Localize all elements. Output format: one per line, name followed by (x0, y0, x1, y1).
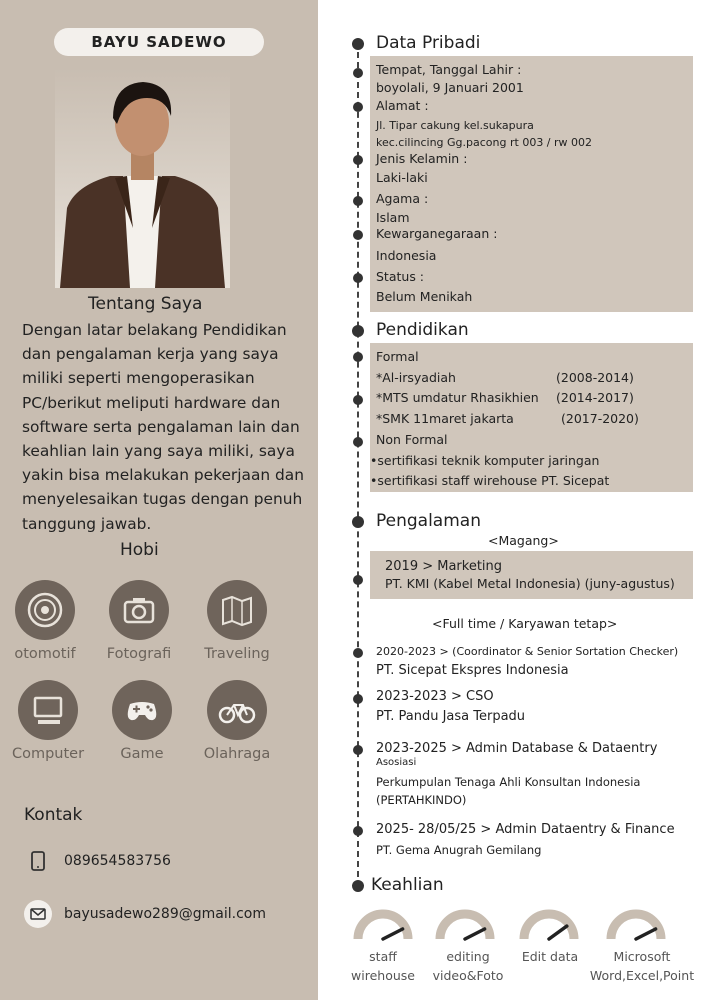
about-title: Tentang Saya (88, 294, 203, 314)
skill-label-line: Edit data (521, 949, 579, 964)
status-value: Belum Menikah (376, 289, 473, 304)
hobby-label: otomotif (14, 646, 76, 662)
sidebar (0, 0, 318, 1000)
bicycle-icon (207, 680, 267, 740)
skill-label-line: Word,Excel,Point (589, 968, 695, 983)
skill-label-line: Microsoft (613, 949, 671, 964)
timeline-dot (353, 575, 363, 585)
hobby-olahraga (187, 680, 287, 762)
job-role: 2025- 28/05/25 > Admin Dataentry & Finance (376, 822, 675, 837)
job-company: Perkumpulan Tenaga Ahli Konsultan Indonesia (376, 775, 641, 789)
address-line1: Jl. Tipar cakung kel.sukapura (376, 119, 534, 132)
experience-title: Pengalaman (376, 511, 481, 531)
timeline-dot (353, 694, 363, 704)
timeline-dot (353, 273, 363, 283)
timeline-dot (353, 745, 363, 755)
map-icon (207, 580, 267, 640)
hobby-label: Game (120, 746, 164, 762)
gender-value: Laki-laki (376, 170, 428, 185)
email-address[interactable]: bayusadewo289@gmail.com (64, 906, 266, 922)
birth-label: Tempat, Tanggal Lahir : (376, 62, 522, 77)
timeline-dot (352, 325, 364, 337)
hobby-label: Olahraga (203, 746, 271, 762)
timeline-dot (353, 230, 363, 240)
hobby-traveling (187, 580, 287, 662)
job-subtitle: Asosiasi (376, 757, 417, 768)
timeline-dot (353, 352, 363, 362)
timeline-dot (352, 516, 364, 528)
skill-label (510, 947, 590, 966)
phone-icon (24, 847, 52, 875)
religion-label: Agama : (376, 191, 429, 206)
job-company: PT. Sicepat Ekspres Indonesia (376, 663, 569, 678)
internship-role: 2019 > Marketing (385, 559, 503, 574)
timeline-dot (353, 196, 363, 206)
skill-label-line: wirehouse (351, 968, 415, 983)
citizenship-label: Kewarganegaraan : (376, 226, 498, 241)
job-role: 2020-2023 > (Coordinator & Senior Sortation Checker) (376, 645, 679, 658)
internship-company: PT. KMI (Kabel Metal Indonesia) (juny-agustus) (385, 576, 675, 591)
camera-icon (109, 580, 169, 640)
timeline-line (357, 42, 359, 887)
gamepad-icon (112, 680, 172, 740)
timeline-dot (353, 648, 363, 658)
address-label: Alamat : (376, 98, 429, 113)
address-line2: kec.cilincing Gg.pacong rt 003 / rw 002 (376, 136, 593, 149)
nonformal-item: •sertifikasi staff wirehouse PT. Sicepat (370, 473, 610, 488)
name-pill: BAYU SADEWO (54, 28, 264, 56)
computer-icon (18, 680, 78, 740)
formal-years: (2008-2014) (556, 370, 634, 385)
skill-label-line: editing (446, 949, 490, 964)
skill-label-line: video&Foto (432, 968, 504, 983)
gender-label: Jenis Kelamin : (376, 151, 468, 166)
formal-school: *Al-irsyadiah (376, 370, 456, 385)
education-title: Pendidikan (376, 320, 469, 340)
timeline-dot (353, 102, 363, 112)
hobby-computer (0, 680, 98, 762)
skill-label (428, 947, 508, 985)
skill-label (343, 947, 423, 985)
timeline-dot (353, 395, 363, 405)
contact-email (24, 900, 266, 928)
tire-icon (15, 580, 75, 640)
skill-gauge (435, 907, 495, 941)
hobby-fotografi (89, 580, 189, 662)
skill-label-line: staff (369, 949, 397, 964)
contact-phone (24, 847, 171, 875)
about-text: Dengan latar belakang Pendidikan dan pengalaman kerja yang saya miliki seperti mengoperasikan PC/berikut meliputi hardware dan software serta pengalaman lain dan keahlian lain yang saya miliki, saya yakin bisa melakukan pekerjaan dan menyelesaikan tugas dengan penuh tanggung jawab. (22, 321, 304, 533)
timeline-dot (352, 880, 364, 892)
timeline-dot (352, 38, 364, 50)
timeline-dot (353, 155, 363, 165)
formal-school: *MTS umdatur Rhasikhien (376, 390, 539, 405)
nonformal-label: Non Formal (376, 432, 448, 447)
skill-gauge (606, 907, 666, 941)
formal-years: (2017-2020) (561, 411, 639, 426)
formal-years: (2014-2017) (556, 390, 634, 405)
hobby-label: Traveling (204, 646, 270, 662)
job-company: PT. Gema Anugrah Gemilang (376, 843, 542, 857)
profile-photo (55, 68, 230, 288)
job-company: PT. Pandu Jasa Terpadu (376, 709, 526, 724)
formal-school: *SMK 11maret jakarta (376, 411, 514, 426)
hobby-label: Computer (11, 746, 85, 762)
internship-label: <Magang> (488, 533, 559, 548)
hobby-otomotif (0, 580, 95, 662)
skill-label (584, 947, 700, 985)
birth-value: boyolali, 9 Januari 2001 (376, 80, 524, 95)
contact-title: Kontak (24, 805, 83, 825)
skill-gauge (353, 907, 413, 941)
job-company-acronym: (PERTAHKINDO) (376, 793, 467, 807)
religion-value: Islam (376, 210, 410, 225)
citizenship-value: Indonesia (376, 248, 437, 263)
phone-number[interactable]: 089654583756 (64, 853, 171, 869)
formal-label: Formal (376, 349, 419, 364)
status-label: Status : (376, 269, 425, 284)
hobby-game (92, 680, 192, 762)
job-role: 2023-2025 > Admin Database & Dataentry (376, 741, 658, 756)
hobby-label: Fotografi (106, 646, 172, 662)
skill-gauge (519, 907, 579, 941)
skills-title: Keahlian (371, 875, 444, 895)
personal-title: Data Pribadi (376, 33, 481, 53)
timeline-dot (353, 826, 363, 836)
job-role: 2023-2023 > CSO (376, 689, 494, 704)
timeline-dot (353, 437, 363, 447)
hobby-title: Hobi (120, 540, 159, 560)
fulltime-label: <Full time / Karyawan tetap> (432, 616, 618, 631)
timeline-dot (353, 68, 363, 78)
nonformal-item: •sertifikasi teknik komputer jaringan (370, 453, 600, 468)
mail-icon (24, 900, 52, 928)
